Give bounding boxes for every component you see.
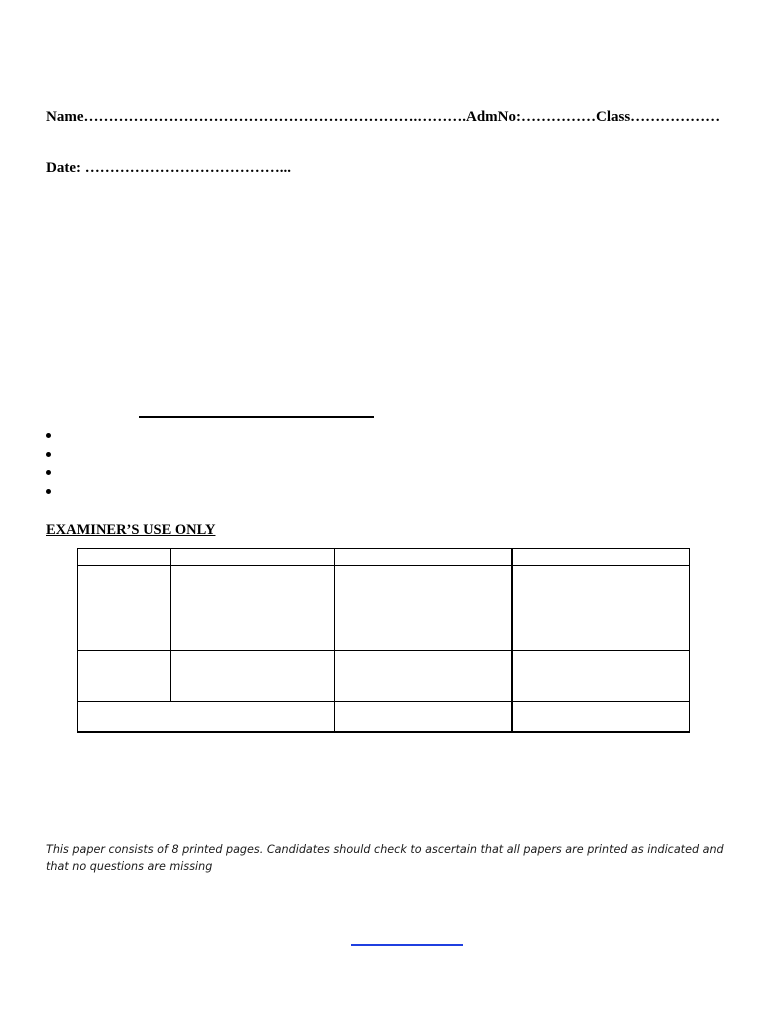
table-cell — [335, 702, 512, 732]
table-cell — [78, 702, 335, 732]
bullet-icon — [46, 489, 51, 494]
table-cell — [512, 702, 690, 732]
bullet-icon — [46, 470, 51, 475]
table-row — [78, 651, 690, 702]
examiner-use-heading: EXAMINER’S USE ONLY — [46, 522, 216, 538]
table-cell — [78, 566, 171, 651]
examiner-marks-table — [77, 548, 690, 733]
table-cell — [171, 651, 335, 702]
table-cell — [171, 549, 335, 566]
bullet-icon — [46, 433, 51, 438]
table-cell — [78, 651, 171, 702]
date-line: Date: …………………………………... — [46, 160, 291, 176]
table-cell — [512, 566, 690, 651]
bullet-icon — [46, 452, 51, 457]
table-cell — [512, 651, 690, 702]
table-cell — [512, 549, 690, 566]
table-row — [78, 566, 690, 651]
name-admno-class-line: Name………………………………………………………….……….AdmNo:……………Class……………… — [46, 109, 721, 125]
instructions-heading-underline — [139, 416, 374, 418]
table-header-row — [78, 549, 690, 566]
table-cell — [335, 566, 512, 651]
table-cell — [335, 549, 512, 566]
printed-pages-note: This paper consists of 8 printed pages. Candidates should check to ascertain that all papers are printed as indicated and that no questions are missing — [46, 843, 724, 873]
table-cell — [78, 549, 171, 566]
table-total-row — [78, 702, 690, 732]
table-cell — [171, 566, 335, 651]
footer-link-underline[interactable] — [351, 944, 463, 946]
table-cell — [335, 651, 512, 702]
